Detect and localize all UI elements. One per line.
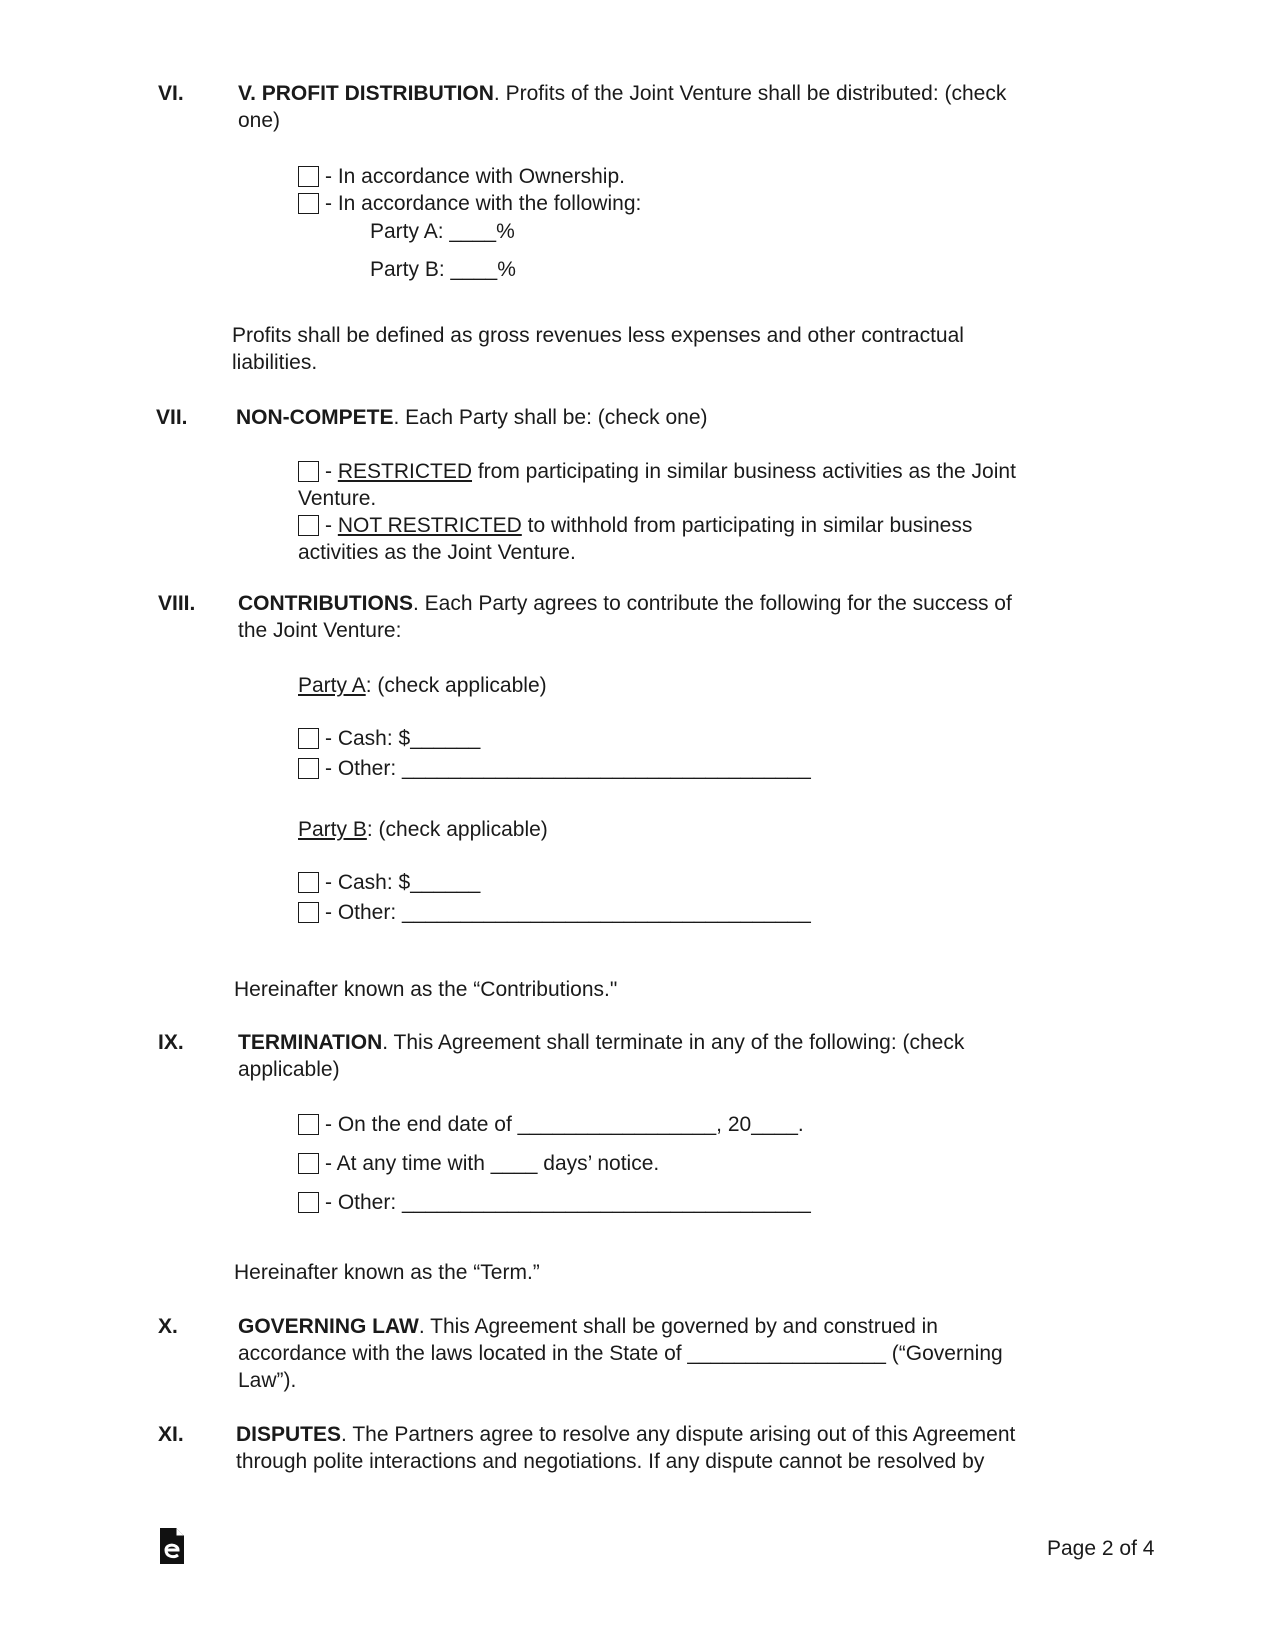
- end-date-checkbox[interactable]: [298, 1114, 319, 1135]
- section-x-text: [238, 1313, 1098, 1394]
- party-a-other-checkbox[interactable]: [298, 758, 319, 779]
- section-xi-number: XI.: [158, 1423, 184, 1446]
- end-date-label: - On the end date of _________________, 20____.: [325, 1113, 804, 1136]
- section-ix-number: IX.: [158, 1031, 184, 1054]
- party-b-check-applicable: : (check applicable): [366, 818, 548, 841]
- termination-other-option: [298, 1189, 811, 1216]
- section-vi-heading: V. PROFIT DISTRIBUTION: [238, 82, 494, 105]
- party-b-cash-checkbox[interactable]: [298, 872, 319, 893]
- section-x-text-line3: Law”).: [238, 1369, 297, 1392]
- restricted-text-line1: from participating in similar business activities as the Joint: [472, 460, 1016, 483]
- not-restricted-checkbox[interactable]: [298, 515, 319, 536]
- section-ix-heading: TERMINATION: [238, 1031, 383, 1054]
- party-b-other-option: [298, 899, 811, 926]
- section-x-text-line1: . This Agreement shall be governed by and construed in: [418, 1315, 938, 1338]
- profit-definition-line1: Profits shall be defined as gross revenues less expenses and other contractual: [232, 324, 964, 347]
- not-restricted-dash: -: [325, 514, 338, 537]
- notice-checkbox[interactable]: [298, 1153, 319, 1174]
- section-xi-heading: DISPUTES: [236, 1423, 342, 1446]
- section-xi-text: [236, 1421, 1096, 1475]
- section-x-heading: GOVERNING LAW: [238, 1315, 419, 1338]
- party-b-label: Party B: [298, 818, 367, 841]
- contributions-hereinafter: Hereinafter known as the “Contributions.": [234, 978, 618, 1001]
- party-b-other-checkbox[interactable]: [298, 902, 319, 923]
- party-b-other-label: - Other: ___________________________________: [325, 901, 811, 924]
- party-a-percent[interactable]: Party A: ____%: [370, 220, 515, 243]
- section-viii-number: VIII.: [158, 592, 196, 615]
- restricted-dash: -: [325, 460, 338, 483]
- profit-ownership-label: - In accordance with Ownership.: [325, 165, 625, 188]
- section-ix-text: [238, 1029, 1098, 1083]
- section-xi-text-line2: through polite interactions and negotiations. If any dispute cannot be resolved by: [236, 1450, 985, 1473]
- profit-following-checkbox[interactable]: [298, 193, 319, 214]
- section-viii-text: [238, 590, 1098, 644]
- party-a-check-applicable: : (check applicable): [365, 674, 547, 697]
- restricted-text-line2: Venture.: [298, 487, 377, 510]
- party-a-other-label: - Other: ___________________________________: [325, 757, 811, 780]
- section-vi-number: VI.: [158, 82, 184, 105]
- profit-option-following: [298, 190, 641, 217]
- profit-option-ownership: [298, 163, 625, 190]
- termination-notice-option: [298, 1150, 659, 1177]
- section-viii-text-line2: the Joint Venture:: [238, 619, 402, 642]
- party-a-label: Party A: [298, 674, 366, 697]
- section-vi-text-line2: one): [238, 109, 281, 132]
- restricted-label: RESTRICTED: [337, 460, 473, 483]
- term-hereinafter: Hereinafter known as the “Term.”: [234, 1261, 540, 1284]
- party-a-cash-label: - Cash: $______: [325, 727, 481, 750]
- party-b-cash-option: [298, 869, 480, 896]
- section-xi-text-line1: . The Partners agree to resolve any dispute arising out of this Agreement: [341, 1423, 1016, 1446]
- party-a-other-option: [298, 755, 811, 782]
- section-x-text-line2: accordance with the laws located in the State of _________________ (“Governing: [238, 1342, 1003, 1365]
- section-ix-text-line1: . This Agreement shall terminate in any of the following: (check: [382, 1031, 965, 1054]
- section-viii-heading: CONTRIBUTIONS: [238, 592, 413, 615]
- section-vii-text: [236, 404, 1096, 431]
- noncompete-option-not-restricted: [298, 512, 1098, 566]
- section-vi-text-line1: . Profits of the Joint Venture shall be distributed: (check: [493, 82, 1007, 105]
- party-a-contribution-heading: [298, 672, 547, 699]
- section-ix-text-line2: applicable): [238, 1058, 340, 1081]
- page-number: Page 2 of 4: [1047, 1537, 1155, 1560]
- profit-definition: [232, 322, 1092, 376]
- profit-definition-line2: liabilities.: [232, 351, 318, 374]
- termination-other-label: - Other: ___________________________________: [325, 1191, 811, 1214]
- eforms-logo-icon: [158, 1526, 186, 1566]
- profit-following-label: - In accordance with the following:: [325, 192, 642, 215]
- section-vii-heading: NON-COMPETE: [236, 406, 394, 429]
- notice-label: - At any time with ____ days’ notice.: [325, 1152, 660, 1175]
- party-b-contribution-heading: [298, 816, 548, 843]
- not-restricted-label: NOT RESTRICTED: [337, 514, 522, 537]
- not-restricted-text-line1: to withhold from participating in similar business: [521, 514, 973, 537]
- section-vii-text-body: . Each Party shall be: (check one): [393, 406, 708, 429]
- section-vi-text: [238, 80, 1098, 134]
- party-b-cash-label: - Cash: $______: [325, 871, 481, 894]
- termination-other-checkbox[interactable]: [298, 1192, 319, 1213]
- party-b-percent[interactable]: Party B: ____%: [370, 258, 516, 281]
- noncompete-option-restricted: [298, 458, 1098, 512]
- termination-end-date-option: [298, 1111, 804, 1138]
- profit-ownership-checkbox[interactable]: [298, 166, 319, 187]
- section-x-number: X.: [158, 1315, 178, 1338]
- restricted-checkbox[interactable]: [298, 461, 319, 482]
- section-viii-text-line1: . Each Party agrees to contribute the following for the success of: [413, 592, 1012, 615]
- not-restricted-text-line2: activities as the Joint Venture.: [298, 541, 576, 564]
- party-a-cash-checkbox[interactable]: [298, 728, 319, 749]
- section-vii-number: VII.: [156, 406, 188, 429]
- party-a-cash-option: [298, 725, 480, 752]
